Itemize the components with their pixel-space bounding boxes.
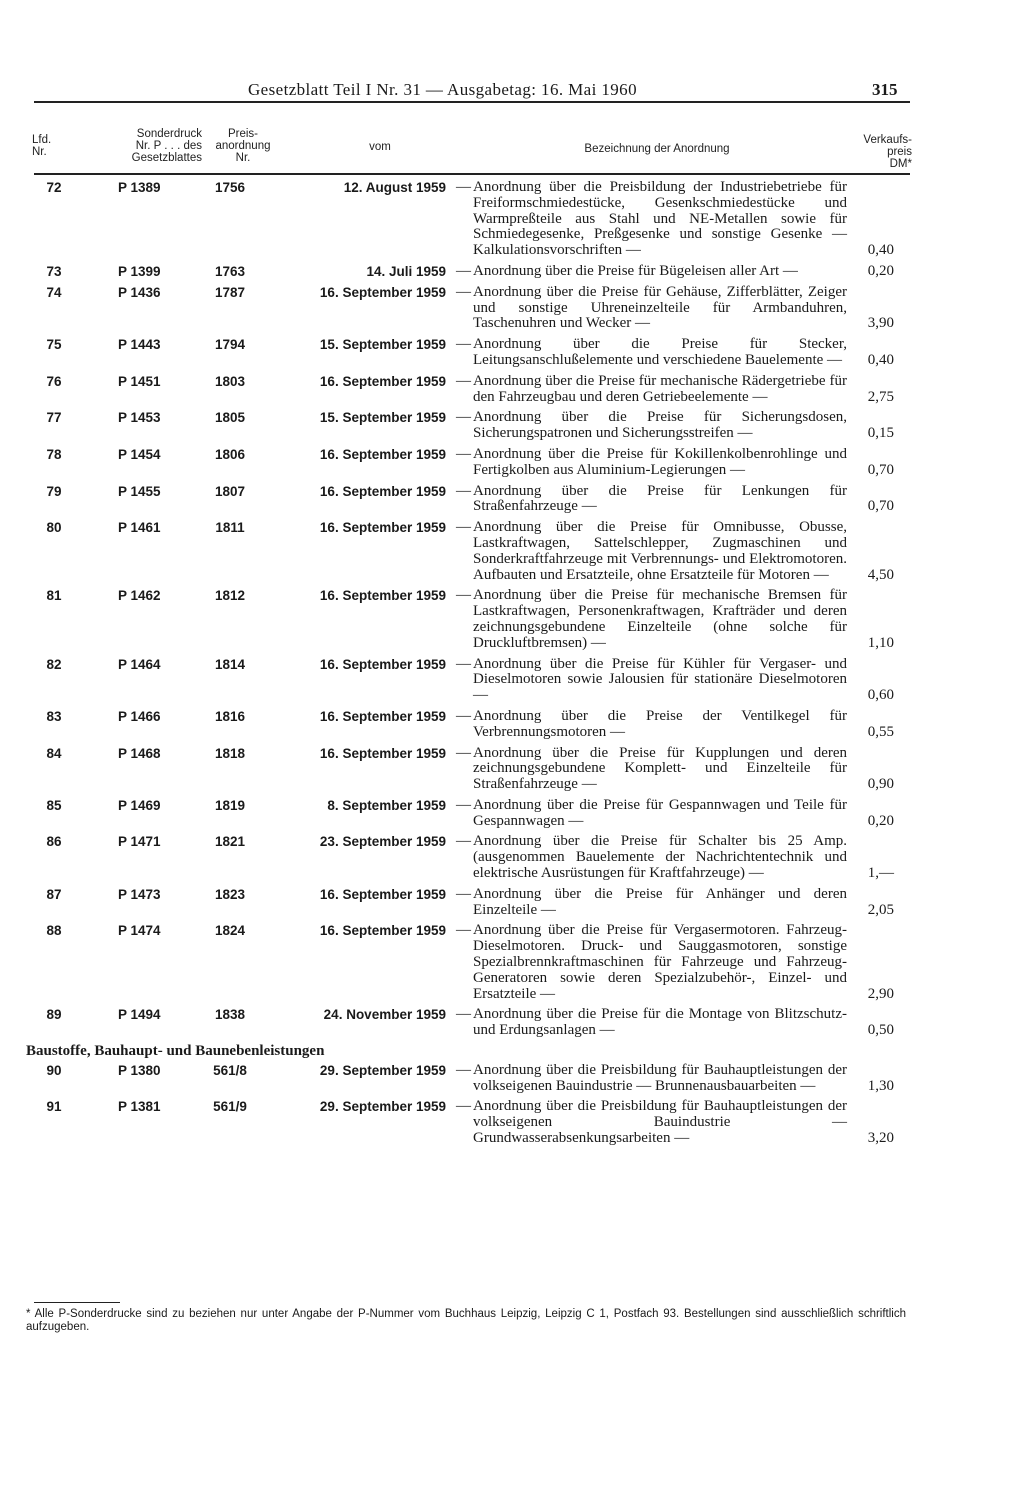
row-description: Anordnung über die Preisbildung der Industriebetriebe für Freiformschmiedestücke, Gesenkschmiedestücke und Warmpreßteile aus Stahl und NE-Metallen sowie für Schmiedegesenke, Preßgesenke und sonstige Gesenke — Kalkulationsvorschriften — (473, 179, 847, 259)
row-price: 3,90 (867, 315, 894, 332)
row-date: 15. September 1959 (319, 410, 446, 426)
row-price: 3,20 (867, 1130, 894, 1147)
row-preisanordnung-number: 1821 (214, 834, 246, 850)
row-lfd-number: 79 (46, 483, 62, 499)
row-sonderdruck-number: P 1443 (118, 337, 161, 353)
row-sonderdruck-number: P 1494 (118, 1007, 161, 1023)
row-preisanordnung-number: 1819 (214, 797, 246, 813)
row-dash: — (456, 1006, 471, 1023)
row-description: Anordnung über die Preise für Bügeleisen aller Art — (473, 262, 798, 279)
row-preisanordnung-number: 1803 (214, 373, 246, 389)
table-row (0, 285, 1024, 332)
row-sonderdruck-number: P 1454 (118, 446, 161, 462)
section-rows (0, 1063, 1024, 1147)
row-dash: — (456, 707, 471, 724)
row-lfd-number: 81 (46, 588, 62, 604)
row-description: Anordnung über die Preise für Kokillenkolbenrohlinge und Fertigkolben aus Aluminium-Legierungen — (473, 445, 847, 478)
row-lfd-number: 88 (46, 923, 62, 939)
row-sonderdruck-number: P 1461 (118, 520, 161, 536)
row-lfd-number: 76 (46, 373, 62, 389)
row-sonderdruck-number: P 1462 (118, 588, 161, 604)
table-row (0, 337, 1024, 369)
row-date: 16. September 1959 (319, 284, 446, 300)
row-sonderdruck-number: P 1471 (118, 834, 161, 850)
table-row (0, 746, 1024, 793)
section-heading: Baustoffe, Bauhaupt- und Baunebenleistungen (26, 1043, 325, 1060)
row-sonderdruck-number: P 1466 (118, 708, 161, 724)
row-date: 23. September 1959 (319, 834, 446, 850)
row-dash: — (456, 262, 471, 279)
row-description: Anordnung über die Preise für Vergasermotoren. Fahrzeug-Dieselmotoren. Druck- und Sauggasmotoren, sonstige Spezialbrennkraftmaschinen für Fahrzeuge und Fahrzeug-Generatoren sowie deren Spezialzubehör-, Einzel- und Ersatzteile — (473, 922, 847, 1002)
row-sonderdruck-number: P 1469 (118, 797, 161, 813)
row-description: Anordnung über die Preise für Omnibusse, Obusse, Lastkraftwagen, Sattelschlepper, Zugmaschinen und Sonderkraftfahrzeuge mit Verbrennungs- und Elektromotoren. Aufbauten und Ersatzteile, ohne Ersatzteile für Motoren — (473, 519, 847, 583)
row-preisanordnung-number: 1787 (214, 284, 246, 300)
row-price: 0,70 (867, 461, 894, 478)
row-description: Anordnung über die Preise für mechanische Bremsen für Lastkraftwagen, Personenkraftwagen, Krafträder und deren zeichnungsgebundene Einzelteile (ohne solche für Druckluftbremsen) — (473, 587, 847, 651)
table-row (0, 1007, 1024, 1039)
row-dash: — (456, 796, 471, 813)
row-date: 16. September 1959 (319, 588, 446, 604)
row-dash: — (456, 372, 471, 389)
row-lfd-number: 77 (46, 410, 62, 426)
row-preisanordnung-number: 1806 (214, 446, 246, 462)
row-preisanordnung-number: 1838 (214, 1007, 246, 1023)
row-price: 0,40 (867, 242, 894, 259)
table-row (0, 374, 1024, 406)
header-rule (34, 101, 910, 103)
row-price: 0,90 (867, 776, 894, 793)
row-date: 16. September 1959 (319, 656, 446, 672)
table-row (0, 657, 1024, 704)
row-dash: — (456, 587, 471, 604)
row-price: 0,15 (867, 425, 894, 442)
row-price: 0,60 (867, 687, 894, 704)
row-lfd-number: 82 (46, 656, 62, 672)
row-description: Anordnung über die Preise für Schalter bis 25 Amp. (ausgenommen Bauelemente der Nachrichtentechnik und elektrische Ausrüstungen für Kraftfahrzeuge) — (473, 833, 847, 882)
row-price: 0,40 (867, 351, 894, 368)
row-preisanordnung-number: 1823 (214, 886, 246, 902)
row-date: 16. September 1959 (319, 483, 446, 499)
table-row (0, 923, 1024, 1002)
row-date: 16. September 1959 (319, 373, 446, 389)
row-price: 2,75 (867, 388, 894, 405)
row-description: Anordnung über die Preise für Anhänger und deren Einzelteile — (473, 885, 847, 918)
row-lfd-number: 73 (46, 263, 62, 279)
row-dash: — (456, 519, 471, 536)
row-lfd-number: 74 (46, 284, 62, 300)
row-preisanordnung-number: 1805 (214, 410, 246, 426)
column-header-sonderdruck: Sonderdruck Nr. P . . . des Gesetzblattes (131, 128, 202, 164)
row-sonderdruck-number: P 1453 (118, 410, 161, 426)
row-lfd-number: 78 (46, 446, 62, 462)
table-row (0, 264, 1024, 280)
row-dash: — (456, 482, 471, 499)
row-description: Anordnung über die Preise für Gehäuse, Zifferblätter, Zeiger und sonstige Uhreneinzelteile für Armbanduhren, Taschenuhren und Wecker — (473, 283, 847, 332)
row-sonderdruck-number: P 1451 (118, 373, 161, 389)
table-row (0, 1063, 1024, 1095)
row-price: 0,70 (867, 498, 894, 515)
row-price: 0,55 (867, 723, 894, 740)
row-dash: — (456, 409, 471, 426)
row-preisanordnung-number: 1794 (214, 337, 246, 353)
table-header (0, 124, 1024, 172)
row-preisanordnung-number: 1814 (214, 656, 246, 672)
row-price: 1,— (867, 865, 894, 882)
row-sonderdruck-number: P 1455 (118, 483, 161, 499)
row-date: 15. September 1959 (319, 337, 446, 353)
table-row (0, 798, 1024, 830)
row-description: Anordnung über die Preise für die Montage von Blitzschutz- und Erdungsanlagen — (473, 1006, 847, 1039)
row-dash: — (456, 1061, 471, 1078)
row-lfd-number: 86 (46, 834, 62, 850)
row-sonderdruck-number: P 1436 (118, 284, 161, 300)
row-date: 29. September 1959 (319, 1099, 446, 1115)
row-description: Anordnung über die Preisbildung für Bauhauptleistungen der volkseigenen Bauindustrie — Grundwasserabsenkungsarbeiten — (473, 1098, 847, 1147)
row-lfd-number: 91 (46, 1099, 62, 1115)
row-date: 16. September 1959 (319, 446, 446, 462)
row-price: 1,10 (867, 634, 894, 651)
column-header-vom: vom (369, 141, 391, 153)
column-header-lfd: Lfd. Nr. (32, 134, 52, 158)
table-row (0, 709, 1024, 741)
row-preisanordnung-number: 1807 (214, 483, 246, 499)
row-description: Anordnung über die Preise für mechanische Rädergetriebe für den Fahrzeugbau und deren Getriebeelemente — (473, 372, 847, 405)
row-preisanordnung-number: 561/8 (213, 1062, 247, 1078)
footnote-rule (34, 1302, 120, 1303)
row-sonderdruck-number: P 1468 (118, 745, 161, 761)
row-description: Anordnung über die Preise für Sicherungsdosen, Sicherungspatronen und Sicherungsstreifen — (473, 409, 847, 442)
ordinance-table (0, 180, 1024, 1152)
row-sonderdruck-number: P 1381 (118, 1099, 161, 1115)
row-date: 16. September 1959 (319, 520, 446, 536)
row-date: 16. September 1959 (319, 923, 446, 939)
row-lfd-number: 84 (46, 745, 62, 761)
row-lfd-number: 89 (46, 1007, 62, 1023)
row-description: Anordnung über die Preise der Ventilkegel für Verbrennungsmotoren — (473, 707, 847, 740)
row-date: 14. Juli 1959 (366, 263, 446, 279)
row-preisanordnung-number: 1812 (214, 588, 246, 604)
row-preisanordnung-number: 1824 (214, 923, 246, 939)
row-dash: — (456, 445, 471, 462)
page-header-title: Gesetzblatt Teil I Nr. 31 — Ausgabetag: 16. Mai 1960 (248, 80, 637, 99)
row-dash: — (456, 833, 471, 850)
column-header-bezeichnung: Bezeichnung der Anordnung (584, 143, 730, 155)
row-lfd-number: 72 (46, 180, 62, 195)
table-header-rule (34, 173, 910, 175)
row-date: 16. September 1959 (319, 708, 446, 724)
row-lfd-number: 90 (46, 1062, 62, 1078)
table-row (0, 1099, 1024, 1146)
row-lfd-number: 83 (46, 708, 62, 724)
row-description: Anordnung über die Preise für Kupplungen und deren zeichnungsgebundene Komplett- und Einzelteile für Straßenfahrzeuge — (473, 744, 847, 793)
row-price: 1,30 (867, 1077, 894, 1094)
row-lfd-number: 75 (46, 337, 62, 353)
row-dash: — (456, 283, 471, 300)
table-row (0, 410, 1024, 442)
row-date: 16. September 1959 (319, 745, 446, 761)
row-dash: — (456, 1098, 471, 1115)
row-price: 0,50 (867, 1022, 894, 1039)
row-sonderdruck-number: P 1474 (118, 923, 161, 939)
row-sonderdruck-number: P 1380 (118, 1062, 161, 1078)
row-price: 0,20 (867, 812, 894, 829)
row-price: 0,20 (867, 262, 894, 279)
row-dash: — (456, 655, 471, 672)
table-row (0, 588, 1024, 651)
row-sonderdruck-number: P 1399 (118, 263, 161, 279)
row-dash: — (456, 179, 471, 195)
table-row (0, 484, 1024, 516)
row-date: 24. November 1959 (323, 1007, 446, 1023)
table-row (0, 180, 1024, 259)
row-date: 29. September 1959 (319, 1062, 446, 1078)
row-sonderdruck-number: P 1389 (118, 180, 161, 195)
row-dash: — (456, 922, 471, 939)
row-preisanordnung-number: 1756 (214, 180, 246, 195)
row-price: 2,05 (867, 901, 894, 918)
row-description: Anordnung über die Preise für Gespannwagen und Teile für Gespannwagen — (473, 796, 847, 829)
table-row (0, 834, 1024, 881)
row-date: 12. August 1959 (343, 180, 446, 195)
row-description: Anordnung über die Preise für Kühler für Vergaser- und Dieselmotoren sowie Jalousien für stationäre Dieselmotoren — (473, 655, 847, 704)
row-price: 4,50 (867, 566, 894, 583)
row-sonderdruck-number: P 1473 (118, 886, 161, 902)
row-date: 8. September 1959 (327, 797, 446, 813)
column-header-verkaufspreis: Verkaufs- preis DM* (863, 134, 912, 170)
table-row (0, 887, 1024, 919)
row-preisanordnung-number: 561/9 (213, 1099, 247, 1115)
row-dash: — (456, 885, 471, 902)
column-header-preisanordnung: Preis- anordnung Nr. (215, 128, 271, 164)
row-description: Anordnung über die Preisbildung für Bauhauptleistungen der volkseigenen Bauindustrie — Brunnenausbauarbeiten — (473, 1061, 847, 1094)
footnote: * Alle P-Sonderdrucke sind zu beziehen nur unter Angabe der P-Nummer vom Buchhaus Leipzig, Leipzig C 1, Postfach 93. Bestellungen sind ausschließlich schriftlich aufzugeben. (26, 1308, 906, 1333)
row-lfd-number: 85 (46, 797, 62, 813)
main-rows (0, 180, 1024, 1039)
table-row (0, 447, 1024, 479)
row-date: 16. September 1959 (319, 886, 446, 902)
row-sonderdruck-number: P 1464 (118, 656, 161, 672)
row-description: Anordnung über die Preise für Lenkungen für Straßenfahrzeuge — (473, 482, 847, 515)
row-lfd-number: 80 (46, 520, 62, 536)
row-price: 2,90 (867, 985, 894, 1002)
row-preisanordnung-number: 1818 (214, 745, 246, 761)
page-number: 315 (872, 80, 898, 99)
row-preisanordnung-number: 1811 (215, 520, 245, 536)
row-preisanordnung-number: 1816 (214, 708, 246, 724)
row-description: Anordnung über die Preise für Stecker, Leitungsanschlußelemente und verschiedene Bauelemente — (473, 336, 847, 368)
row-lfd-number: 87 (46, 886, 62, 902)
row-dash: — (456, 744, 471, 761)
table-row (0, 520, 1024, 583)
row-dash: — (456, 336, 471, 353)
row-preisanordnung-number: 1763 (214, 263, 246, 279)
